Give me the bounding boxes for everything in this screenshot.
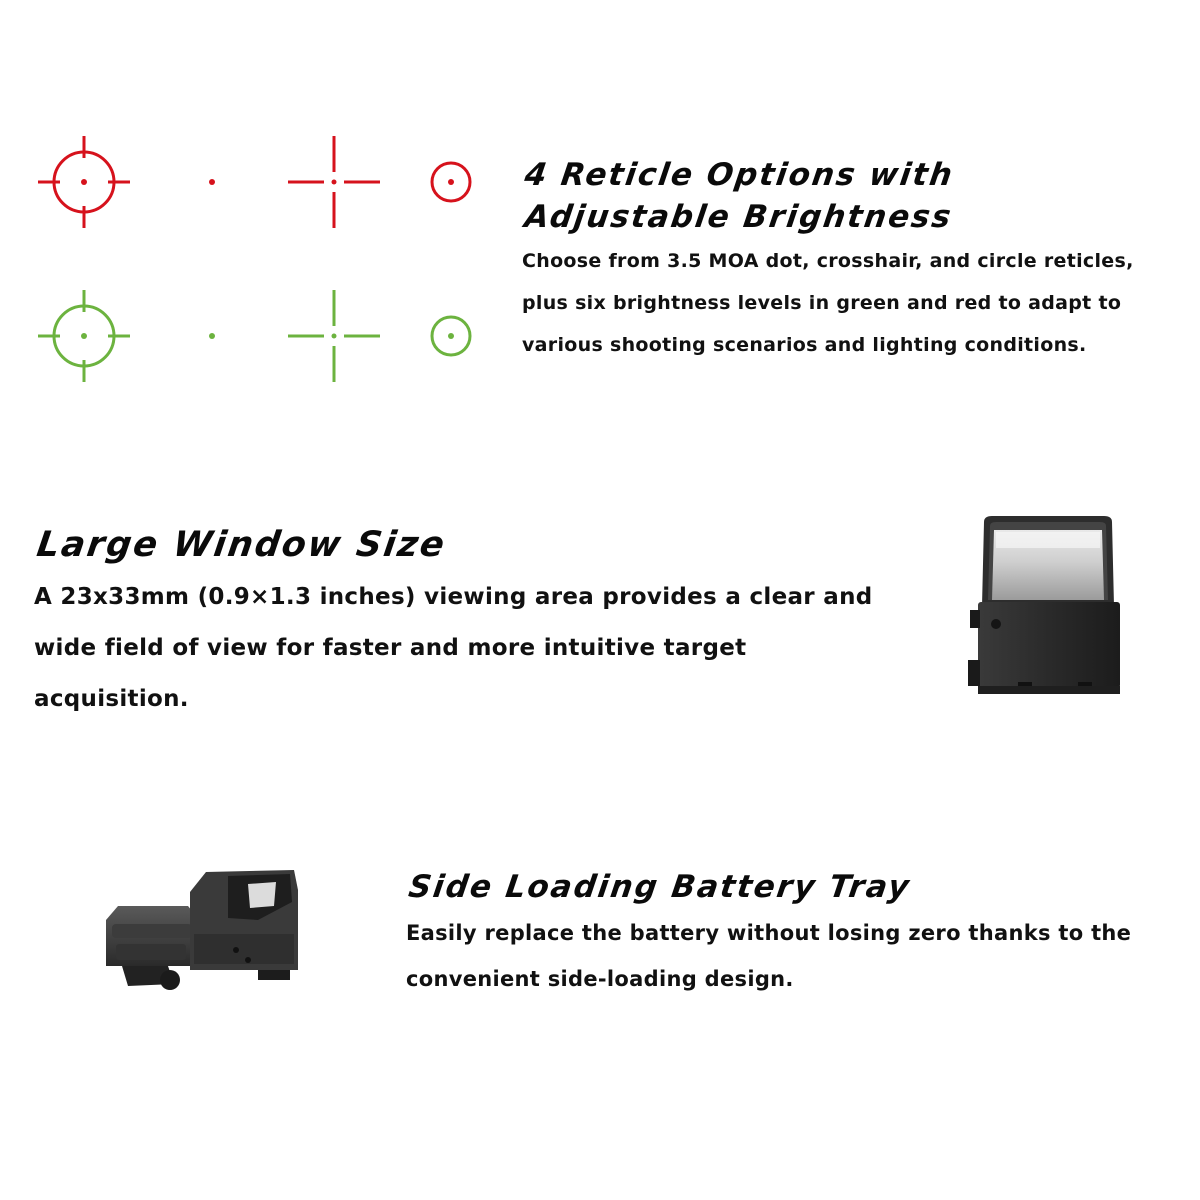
reticle-description-line2: plus six brightness levels in green and red to adapt to bbox=[522, 292, 1122, 314]
green-reticle-row bbox=[38, 290, 470, 382]
battery-section-text bbox=[406, 866, 1196, 1002]
red-circle-crosshair-dot-icon bbox=[38, 136, 130, 228]
reticle-section-text bbox=[522, 154, 1192, 366]
reticle-title-line1: 4 Reticle Options with bbox=[522, 157, 957, 193]
battery-description-line1: Easily replace the battery without losing zero thanks to the bbox=[406, 921, 1132, 945]
window-description-line3: acquisition. bbox=[34, 686, 189, 712]
reticle-description-line3: various shooting scenarios and lighting conditions. bbox=[522, 334, 1087, 356]
window-description-line2: wide field of view for faster and more intuitive target bbox=[34, 635, 747, 661]
red-reticle-row bbox=[38, 136, 470, 228]
red-dot-sight-front-view-image bbox=[962, 510, 1132, 700]
window-section-text bbox=[34, 522, 934, 725]
battery-description-line2: convenient side-loading design. bbox=[406, 967, 794, 991]
green-circle-dot-icon bbox=[432, 317, 470, 355]
window-title: Large Window Size bbox=[34, 525, 449, 565]
window-description-line1: A 23x33mm (0.9×1.3 inches) viewing area provides a clear and bbox=[34, 584, 873, 610]
battery-title: Side Loading Battery Tray bbox=[406, 869, 913, 905]
green-dot-icon bbox=[209, 333, 215, 339]
reticle-title-line2: Adjustable Brightness bbox=[522, 199, 955, 235]
red-dot-icon bbox=[209, 179, 215, 185]
reticle-grid bbox=[0, 120, 500, 400]
reticle-description-line1: Choose from 3.5 MOA dot, crosshair, and circle reticles, bbox=[522, 250, 1134, 272]
red-crosshair-icon bbox=[288, 136, 380, 228]
red-circle-dot-icon bbox=[432, 163, 470, 201]
green-circle-crosshair-dot-icon bbox=[38, 290, 130, 382]
red-dot-sight-side-view-image bbox=[98, 862, 308, 1002]
green-crosshair-icon bbox=[288, 290, 380, 382]
